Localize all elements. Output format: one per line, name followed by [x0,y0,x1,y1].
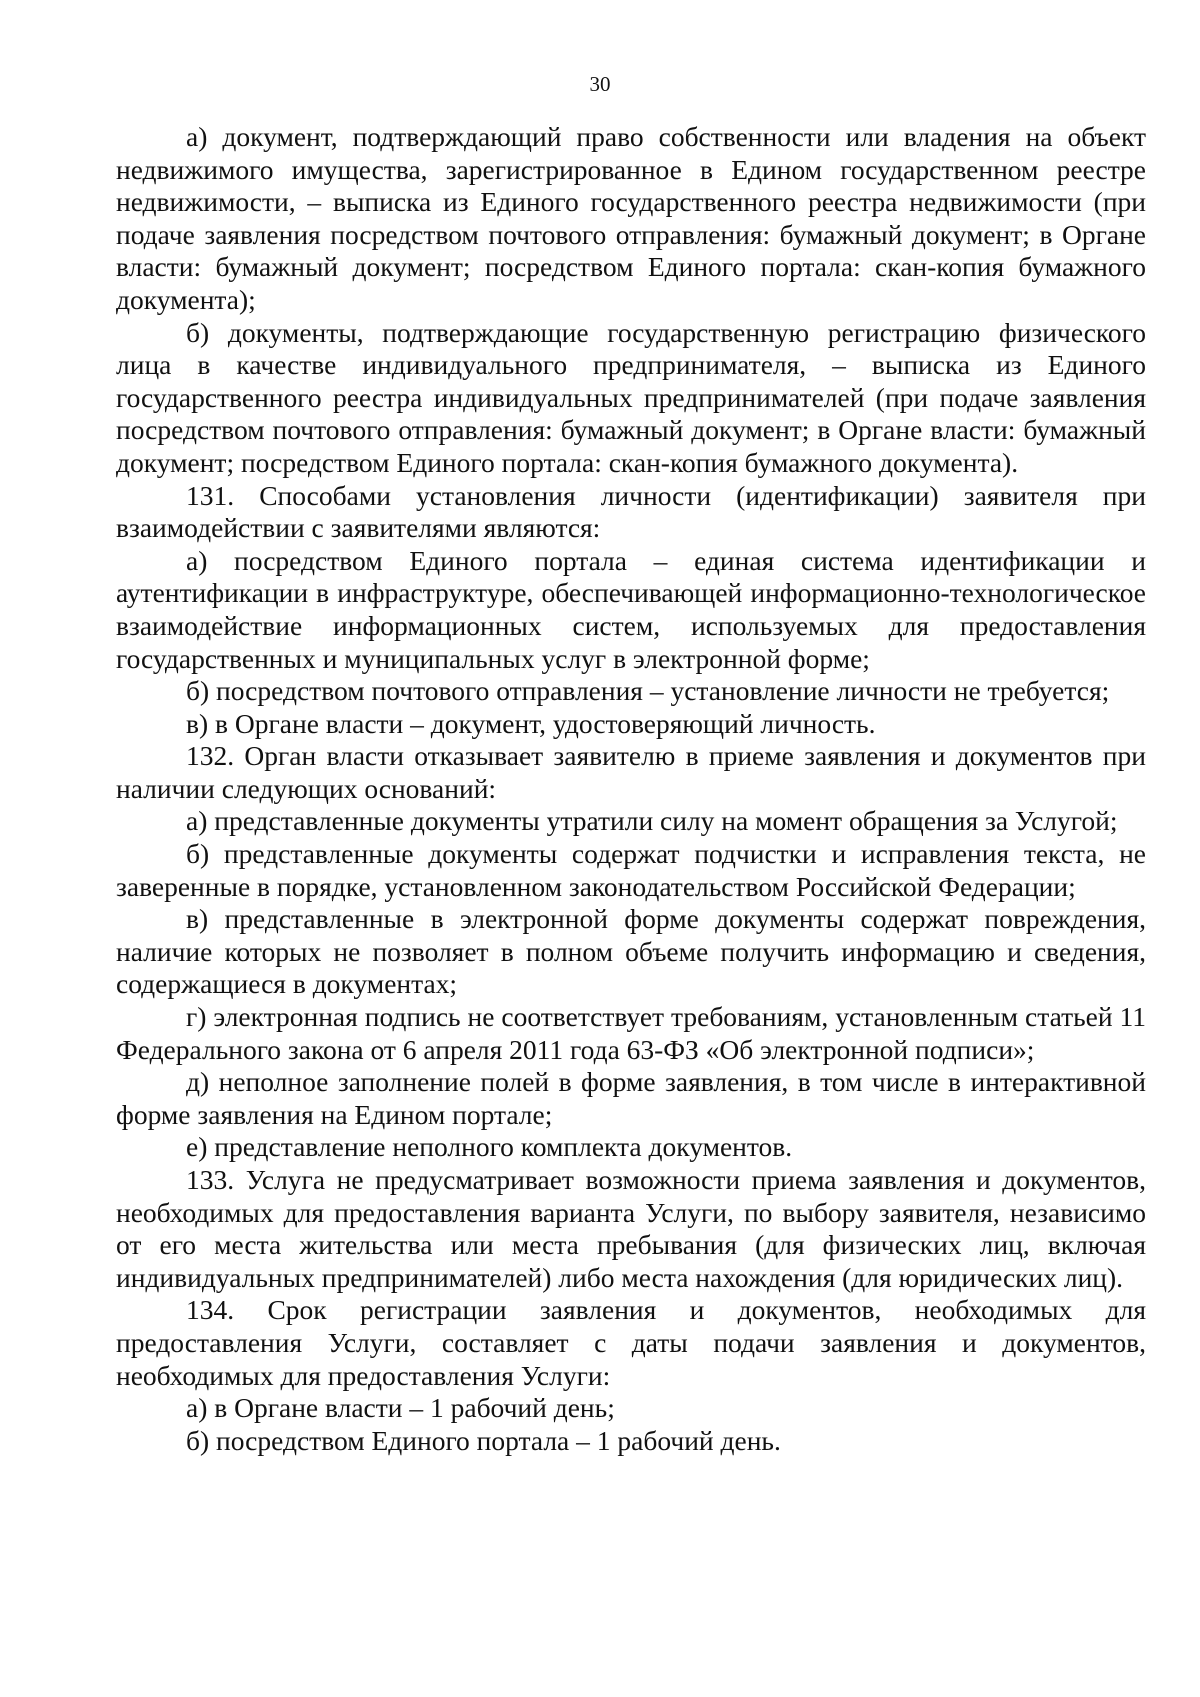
paragraph-131-b: б) посредством почтового отправления – установление личности не требуется; [186,675,1110,707]
paragraph-131-a: а) посредством Единого портала – единая система идентификации и аутентификации в инфраструктуре, обеспечивающей информационно-технологическое взаимодействие информационных систем, используемых для предоставления государственных и муниципальных услуг в электронной форме; [116,544,1146,674]
paragraph-132: 132. Орган власти отказывает заявителю в приеме заявления и документов при наличии следующих оснований: [116,740,1146,804]
paragraph-133: 133. Услуга не предусматривает возможности приема заявления и документов, необходимых для предоставления варианта Услуги, по выбору заявителя, независимо от его места жительства или места пребывания (для физических лиц, включая индивидуальных предпринимателей) либо места нахождения (для юридических лиц). [116,1164,1146,1293]
page-number: 30 [589,72,611,96]
paragraph-132-a: а) представленные документы утратили силу на момент обращения за Услугой; [186,805,1118,837]
paragraph-130-a: а) документ, подтверждающий право собственности или владения на объект недвижимого имущества, зарегистрированное в Едином государственном реестре недвижимости, – выписка из Единого государственного реестра недвижимости (при подаче заявления посредством почтового отправления: бумажный документ; в Органе власти: бумажный документ; посредством Единого портала: скан-копия бумажного документа); [116,121,1146,315]
paragraph-132-d: г) электронная подпись не соответствует требованиям, установленным статьей 11 Федерального закона от 6 апреля 2011 года 63-ФЗ «Об электронной подписи»; [116,1001,1146,1065]
paragraph-131-c: в) в Органе власти – документ, удостоверяющий личность. [186,707,876,739]
paragraph-131: 131. Способами установления личности (идентификации) заявителя при взаимодействии с заявителями являются: [116,479,1146,544]
paragraph-132-b: б) представленные документы содержат подчистки и исправления текста, не заверенные в порядке, установленном законодательством Российской Федерации; [116,838,1146,902]
paragraph-130-b: б) документы, подтверждающие государственную регистрацию физического лица в качестве индивидуального предпринимателя, – выписка из Единого государственного реестра индивидуальных предпринимателей (при подаче заявления посредством почтового отправления: бумажный документ; в Органе власти: бумажный документ; посредством Единого портала: скан-копия бумажного документа). [116,316,1146,478]
paragraph-134: 134. Срок регистрации заявления и документов, необходимых для предоставления Услуги, составляет с даты подачи заявления и документов, необходимых для предоставления Услуги: [116,1294,1146,1391]
paragraph-134-b: б) посредством Единого портала – 1 рабочий день. [186,1424,781,1456]
paragraph-132-c: в) представленные в электронной форме документы содержат повреждения, наличие которых не позволяет в полном объеме получить информацию и сведения, содержащиеся в документах; [116,903,1146,1000]
paragraph-134-a: а) в Органе власти – 1 рабочий день; [186,1392,615,1424]
document-body [116,121,1146,1457]
paragraph-132-f: е) представление неполного комплекта документов. [186,1131,793,1163]
paragraph-132-e: д) неполное заполнение полей в форме заявления, в том числе в интерактивной форме заявления на Едином портале; [116,1066,1146,1130]
